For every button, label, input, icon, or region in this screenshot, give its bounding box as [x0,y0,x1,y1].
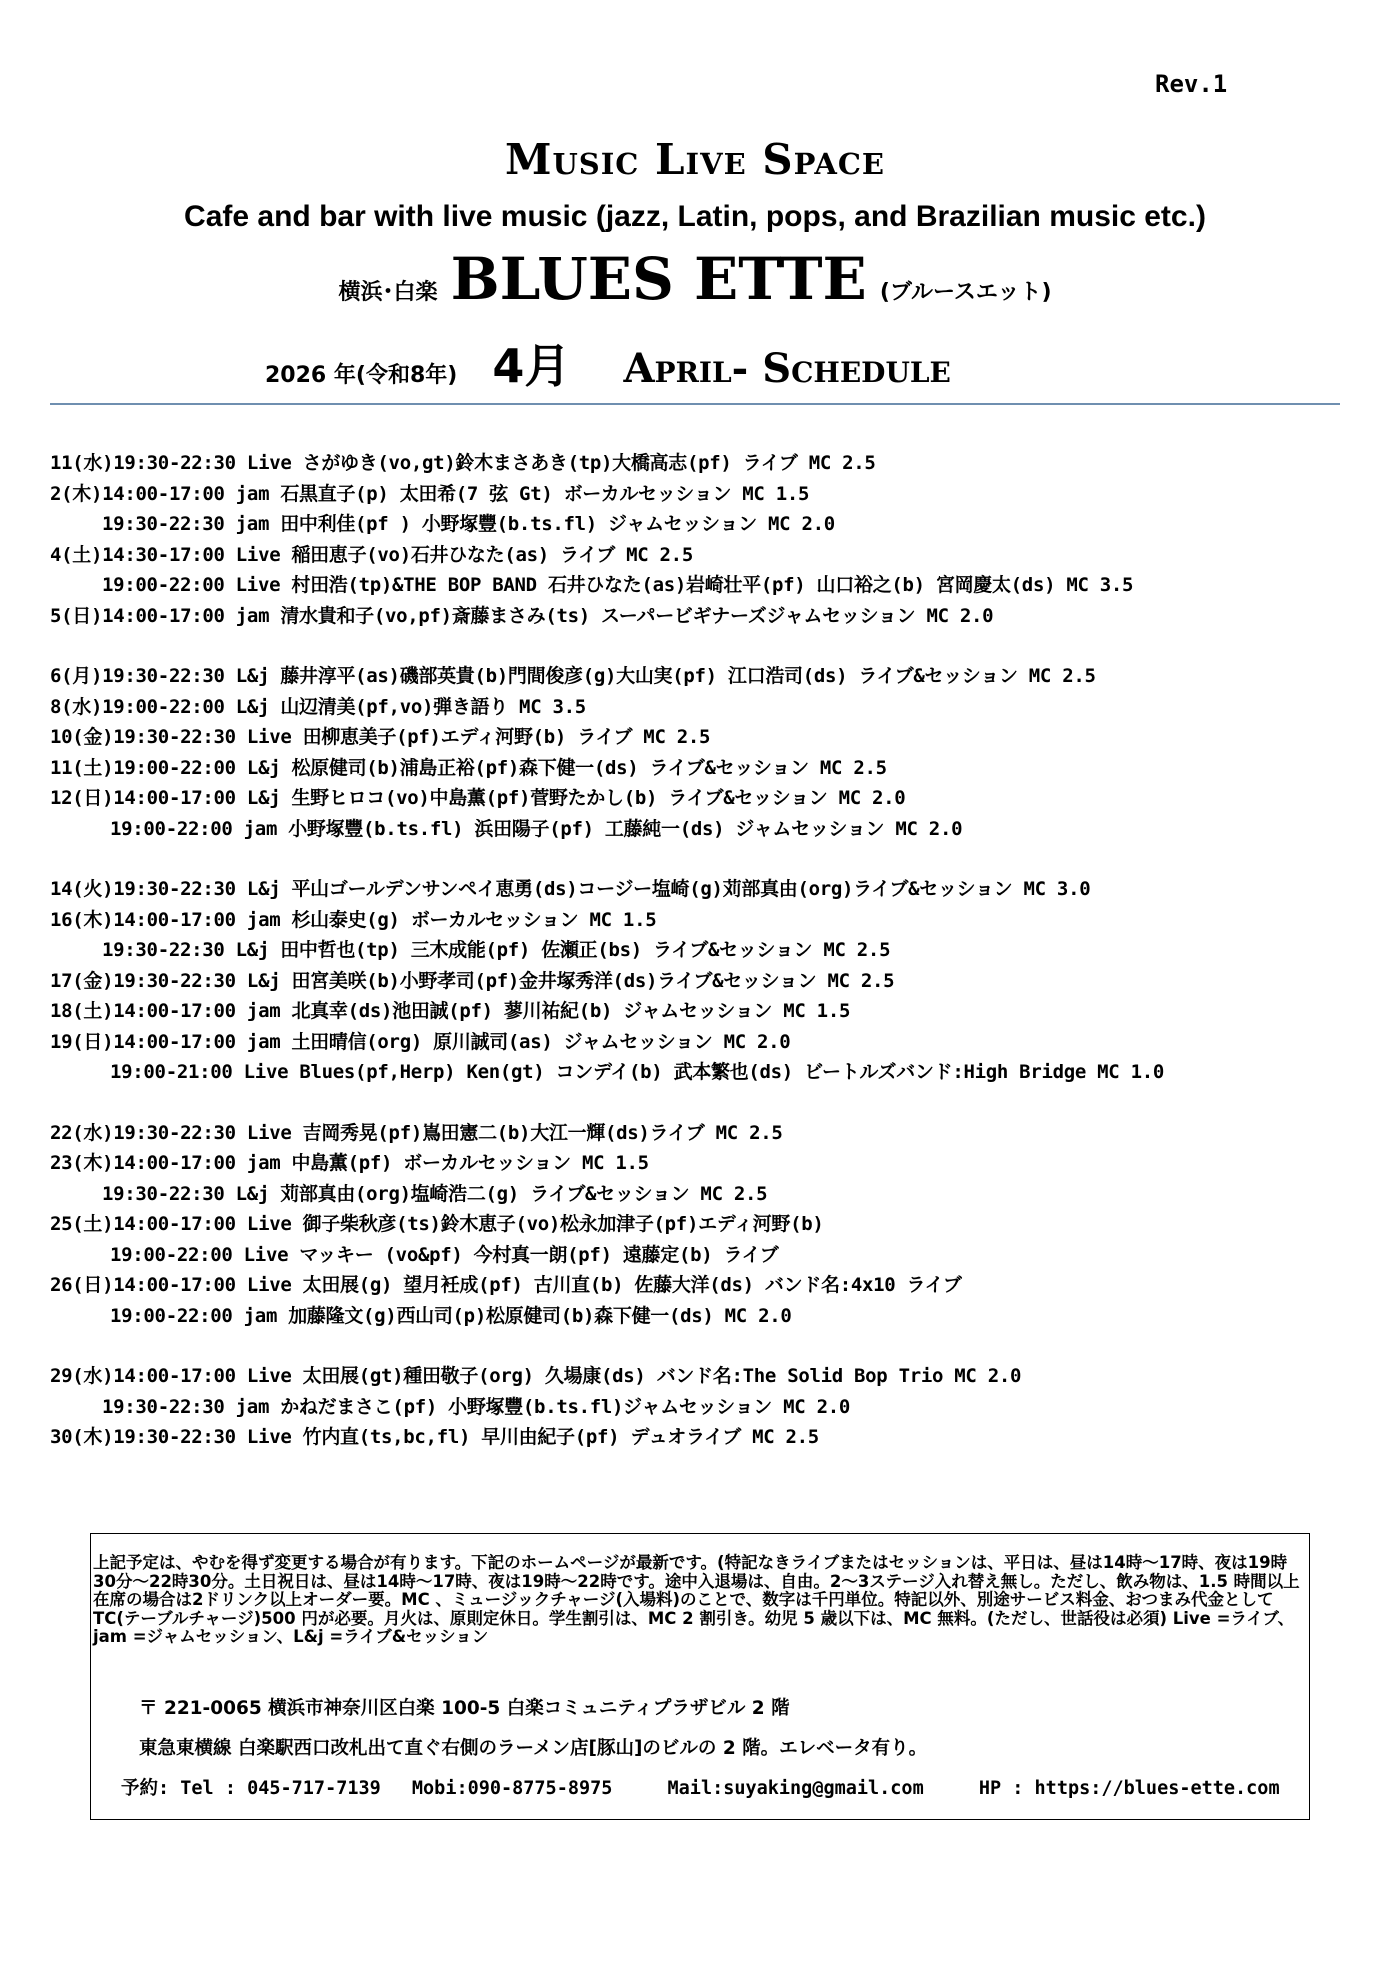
schedule-entry: 16(木)14:00-17:00 jam 杉山泰史(g) ボーカルセッション MC 1.5 [50,908,657,931]
year-label: 2026 年(令和8年) [265,363,458,388]
email-address: Mail:suyaking@gmail.com [667,1778,924,1799]
schedule-entry: 19:30-22:30 L&j 苅部真由(org)塩崎浩二(g) ライブ&セッション MC 2.5 [102,1182,768,1205]
schedule-entry: 19:30-22:30 jam かねだまさこ(pf) 小野塚豐(b.ts.fl)ジャムセッション MC 2.0 [102,1395,850,1418]
schedule-entry: 19:00-22:00 jam 小野塚豐(b.ts.fl) 浜田陽子(pf) 工藤純一(ds) ジャムセッション MC 2.0 [110,817,963,840]
schedule-entry: 11(土)19:00-22:00 L&j 松原健司(b)浦島正裕(pf)森下健一(ds) ライブ&セッション MC 2.5 [50,756,887,779]
schedule-entry: 25(土)14:00-17:00 Live 御子柴秋彦(ts)鈴木恵子(vo)松永加津子(pf)エディ河野(b) [50,1213,824,1235]
month-heading [265,330,951,396]
header-divider [50,403,1340,405]
venue-heading [0,245,1390,313]
schedule-entry: 19:00-21:00 Live Blues(pf,Herp) Ken(gt) コンデイ(b) 武本繁也(ds) ビートルズバンド:High Bridge MC 1.0 [110,1061,1164,1083]
schedule-entry: 12(日)14:00-17:00 L&j 生野ヒロコ(vo)中島薫(pf)菅野たかし(b) ライブ&セッション MC 2.0 [50,787,906,809]
schedule-entry: 19:30-22:30 jam 田中利佳(pf ) 小野塚豐(b.ts.fl) ジャムセッション MC 2.0 [102,513,835,535]
schedule-entry: 19:30-22:30 L&j 田中哲也(tp) 三木成能(pf) 佐瀬正(bs) ライブ&セッション MC 2.5 [102,939,891,961]
revision-label: Rev.1 [1155,70,1228,98]
mobile-phone: Mobi:090-8775-8975 [411,1778,613,1799]
schedule-entry: 17(金)19:30-22:30 L&j 田宮美咲(b)小野孝司(pf)金井塚秀洋(ds)ライブ&セッション MC 2.5 [50,969,895,992]
schedule-entry: 26(日)14:00-17:00 Live 太田展(g) 望月衽成(pf) 古川直(b) 佐藤大洋(ds) バンド名:4x10 ライブ [50,1274,962,1296]
schedule-list [50,448,1350,1453]
contact-line [121,1774,1280,1800]
venue-name: BLUES ETTE [450,245,867,313]
homepage-url: HP : https://blues-ette.com [978,1778,1280,1799]
schedule-entry: 19:00-22:00 jam 加藤隆文(g)西山司(p)松原健司(b)森下健一(ds) MC 2.0 [110,1304,792,1327]
page-title: Music Live Space [504,135,886,184]
address: 〒 221-0065 横浜市神奈川区白楽 100-5 白楽コミュニティプラザビル 2 階 [139,1698,790,1719]
schedule-entry: 19:00-22:00 Live マッキー (vo&pf) 今村真一朗(pf) 遠藤定(b) ライブ [110,1243,779,1266]
month-english: April- Schedule [623,345,951,392]
schedule-entry: 10(金)19:30-22:30 Live 田柳恵美子(pf)エディ河野(b) ライブ MC 2.5 [50,726,711,748]
info-box [90,1533,1310,1820]
schedule-entry: 29(水)14:00-17:00 Live 太田展(gt)種田敬子(org) 久場康(ds) バンド名:The Solid Bop Trio MC 2.0 [50,1365,1022,1387]
venue-kana: (ブルースエット) [879,280,1052,305]
notice-text: 上記予定は、やむを得ず変更する場合が有ります。下記のホームページが最新です。(特記なきライブまたはセッションは、平日は、昼は14時～17時、夜は19時30分～22時30分。土日祝日は、昼は14時～17時、夜は19時～22時です。途中入退場は、自由。2～3ステージ入れ替え無し。ただし、飲み物は、1.5 時間以上在席の場合は2ドリンク以上オーダー要。MC 、ミュージックチャージ(入場料)のことで、数字は千円単位。特記以外、別途サービス料金、おつまみ代金としてTC(テーブルチャージ)500 円が必要。月火は、原則定休日。学生割引は、MC 2 割引き。幼児 5 歳以下は、MC 無料。(ただし、世話役は必須) Live =ライブ、jam =ジャムセッション、L&j =ライブ&セッション [93,1553,1300,1646]
schedule-entry: 19(日)14:00-17:00 jam 土田晴信(org) 原川誠司(as) ジャムセッション MC 2.0 [50,1030,791,1053]
schedule-entry: 11(水)19:30-22:30 Live さがゆき(vo,gt)鈴木まさあき(tp)大橋高志(pf) ライブ MC 2.5 [50,452,876,474]
schedule-entry: 8(水)19:00-22:00 L&j 山辺清美(pf,vo)弾き語り MC 3.5 [50,695,586,718]
schedule-entry: 22(水)19:30-22:30 Live 吉岡秀晃(pf)嶌田憲二(b)大江一輝(ds)ライブ MC 2.5 [50,1121,783,1144]
reservation-phone: 予約: Tel : 045-717-7139 [121,1778,381,1799]
schedule-entry: 18(土)14:00-17:00 jam 北真幸(ds)池田誠(pf) 蓼川祐紀(b) ジャムセッション MC 1.5 [50,1000,851,1022]
schedule-entry: 5(日)14:00-17:00 jam 清水貴和子(vo,pf)斎藤まさみ(ts) スーパービギナーズジャムセッション MC 2.0 [50,604,994,627]
access-directions: 東急東横線 白楽駅西口改札出て直ぐ右側のラーメン店[豚山]のビルの 2 階。エレベータ有り。 [139,1738,928,1759]
page-subtitle: Cafe and bar with live music (jazz, Latin, pops, and Brazilian music etc.) [184,200,1206,233]
schedule-entry: 6(月)19:30-22:30 L&j 藤井淳平(as)磯部英貴(b)門間俊彦(g)大山実(pf) 江口浩司(ds) ライブ&セッション MC 2.5 [50,665,1096,687]
venue-location: 横浜･白楽 [338,280,438,305]
schedule-entry: 4(土)14:30-17:00 Live 稲田恵子(vo)石井ひなた(as) ライブ MC 2.5 [50,543,693,566]
month-label: 4月 [492,339,571,393]
schedule-entry: 23(木)14:00-17:00 jam 中島薫(pf) ボーカルセッション MC 1.5 [50,1152,649,1174]
schedule-entry: 14(火)19:30-22:30 L&j 平山ゴールデンサンペイ恵勇(ds)コージー塩崎(g)苅部真由(org)ライブ&セッション MC 3.0 [50,878,1091,900]
schedule-entry: 2(木)14:00-17:00 jam 石黒直子(p) 太田希(7 弦 Gt) ボーカルセッション MC 1.5 [50,482,810,505]
schedule-entry: 30(木)19:30-22:30 Live 竹内直(ts,bc,fl) 早川由紀子(pf) デュオライブ MC 2.5 [50,1426,819,1448]
schedule-entry: 19:00-22:00 Live 村田浩(tp)&THE BOP BAND 石井ひなた(as)岩崎壮平(pf) 山口裕之(b) 宮岡慶太(ds) MC 3.5 [102,574,1134,596]
